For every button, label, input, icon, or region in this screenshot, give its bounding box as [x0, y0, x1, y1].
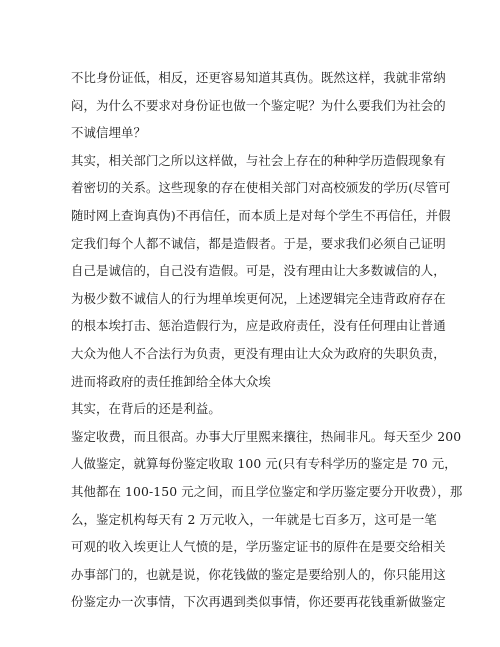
text-line: 不比身份证低，相反，还更容易知道其真伪。既然这样，我就非常纳: [71, 70, 446, 85]
text-line: 不诚信埋单？: [71, 125, 146, 141]
text-line: 着密切的关系。这些现象的存在使相关部门对高校颁发的学历(尽管可: [71, 180, 451, 196]
text-line: 定我们每个人都不诚信，都是造假者。于是，要求我们必须自己证明: [71, 235, 446, 251]
text-line: 可观的收入埃更让人气愤的是，学历鉴定证书的原件在是要交给相关: [71, 539, 446, 555]
text-line: 其实，在背后的还是利益。: [71, 401, 221, 417]
paragraph-1: [71, 64, 446, 147]
text-line: 么，鉴定机构每天有 2 万元收入，一年就是七百多万，这可是一笔: [71, 511, 437, 527]
text-line: 其他都在 100-150 元之间，而且学位鉴定和学历鉴定要分开收费），那: [71, 483, 463, 499]
text-line: 的根本埃打击、惩治造假行为，应是政府责任，没有任何理由让普通: [71, 318, 446, 334]
text-line: 其实，相关部门之所以这样做，与社会上存在的种种学历造假现象有: [71, 152, 446, 168]
text-line: 鉴定收费，而且很高。办事大厅里熙来攘往，热闹非凡。每天至少 200: [71, 428, 462, 444]
document-body: [71, 64, 463, 616]
text-line: 随时网上查询真伪)不再信任，而本质上是对每个学生不再信任，并假: [71, 207, 451, 223]
text-line: 办事部门的，也就是说，你花钱做的鉴定是要给别人的，你只能用这: [71, 566, 446, 582]
text-line: 份鉴定办一次事情，下次再遇到类似事情，你还要再花钱重新做鉴定: [71, 594, 446, 610]
text-line: 为极少数不诚信人的行为埋单埃更何况，上述逻辑完全违背政府存在: [71, 290, 446, 306]
paragraph-3: [71, 395, 441, 423]
text-line: 自己是诚信的，自己没有造假。可是，没有理由让大多数诚信的人，: [71, 263, 446, 279]
text-line: 进而将政府的责任推卸给全体大众埃: [71, 373, 271, 389]
text-line: 人做鉴定，就算每份鉴定收取 100 元(只有专科学历的鉴定是 70 元，: [71, 456, 457, 472]
paragraph-4: [71, 423, 463, 616]
paragraph-2: [71, 147, 451, 395]
text-line: 闷，为什么不要求对身份证也做一个鉴定呢？为什么要我们为社会的: [71, 97, 446, 113]
text-line: 大众为他人不合法行为负责，更没有理由让大众为政府的失职负责，: [71, 345, 446, 361]
